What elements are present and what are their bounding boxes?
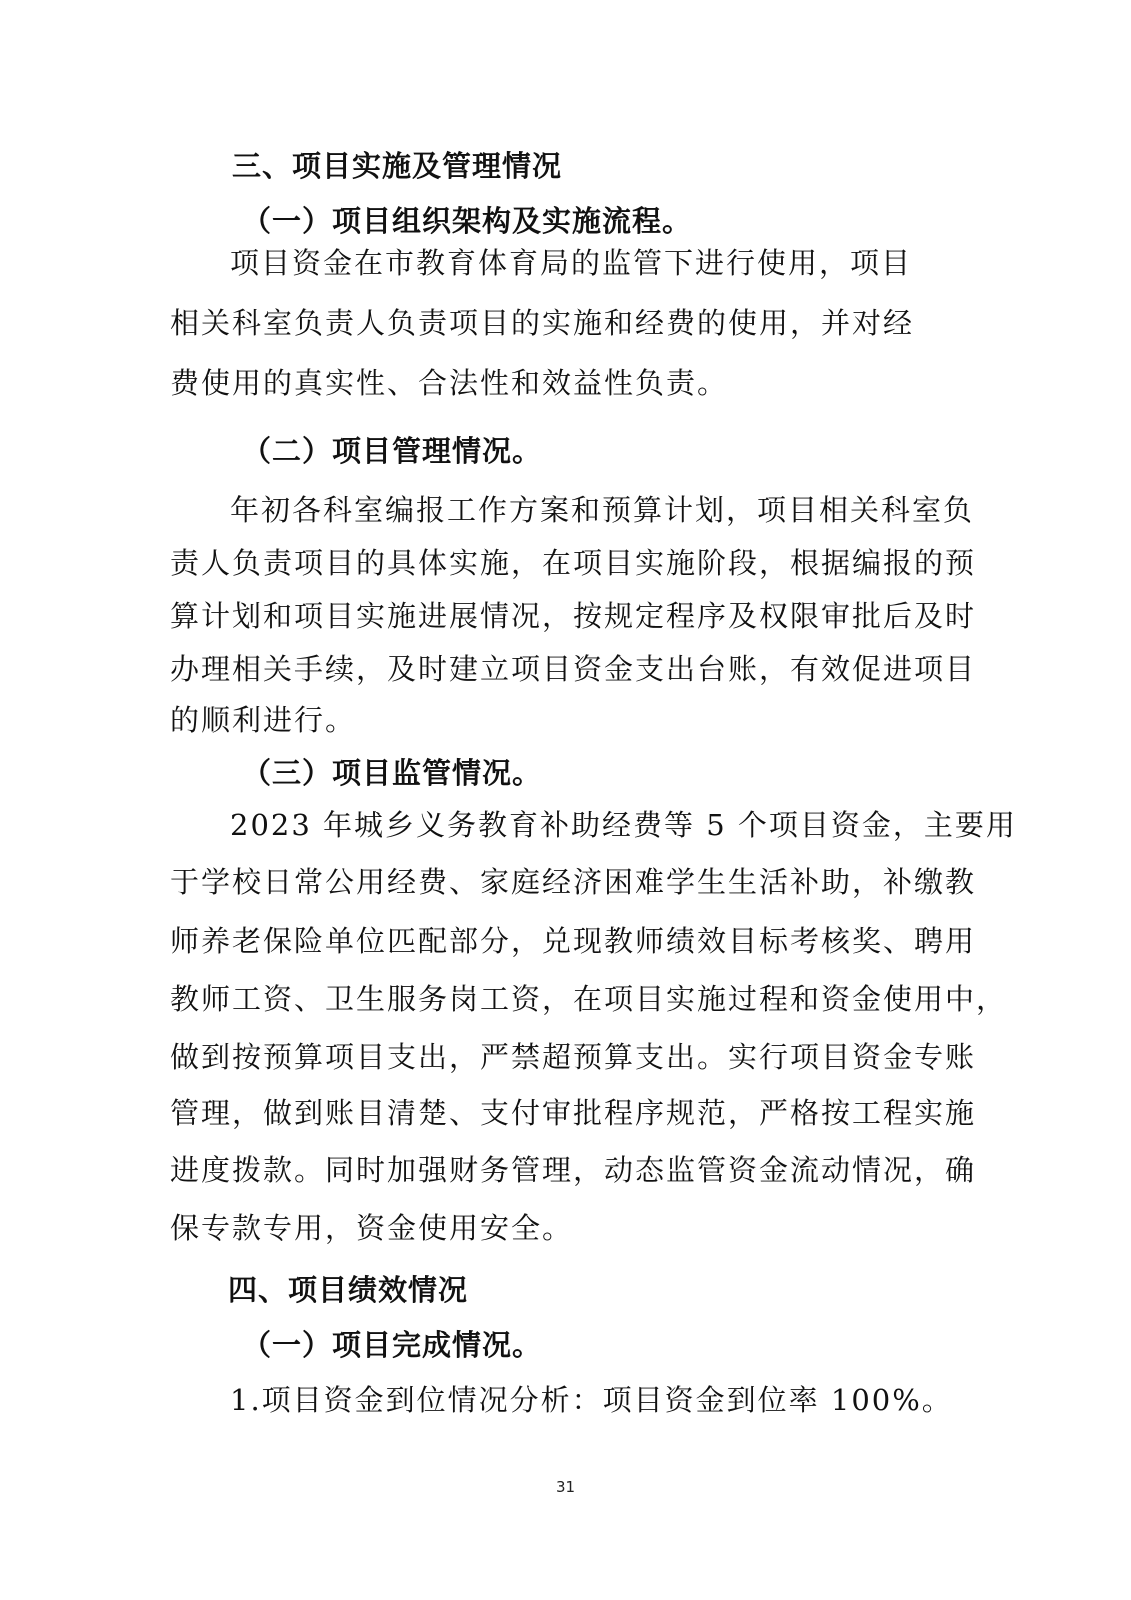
paragraph-line: 保专款专用，资金使用安全。: [170, 1211, 574, 1245]
paragraph-line: 责人负责项目的具体实施，在项目实施阶段，根据编报的预: [170, 546, 977, 580]
paragraph-line: 办理相关手续，及时建立项目资金支出台账，有效促进项目: [170, 652, 977, 686]
section-4-1-title: （一）项目完成情况。: [242, 1328, 543, 1362]
paragraph-line: 的顺利进行。: [170, 703, 357, 737]
paragraph-line: 进度拨款。同时加强财务管理，动态监管资金流动情况，确: [170, 1153, 977, 1187]
paragraph-line: 算计划和项目实施进展情况，按规定程序及权限审批后及时: [170, 599, 977, 633]
page-number: 31: [555, 1478, 576, 1496]
section-3-1-title: （一）项目组织架构及实施流程。: [242, 204, 693, 238]
paragraph-line: 项目资金在市教育体育局的监管下进行使用，项目: [230, 246, 913, 280]
paragraph-line: 于学校日常公用经费、家庭经济困难学生生活补助，补缴教: [170, 865, 977, 899]
paragraph-line: 年初各科室编报工作方案和预算计划，项目相关科室负: [230, 493, 975, 527]
paragraph-line: 做到按预算项目支出，严禁超预算支出。实行项目资金专账: [170, 1040, 977, 1074]
paragraph-line: 2023 年城乡义务教育补助经费等 5 个项目资金，主要用: [230, 808, 1017, 842]
paragraph-line: 1.项目资金到位情况分析：项目资金到位率 100%。: [230, 1383, 953, 1417]
paragraph-line: 管理，做到账目清楚、支付审批程序规范，严格按工程实施: [170, 1096, 977, 1130]
section-3-heading: 三、项目实施及管理情况: [232, 149, 563, 183]
paragraph-line: 教师工资、卫生服务岗工资，在项目实施过程和资金使用中，: [170, 982, 1008, 1016]
section-4-heading: 四、项目绩效情况: [228, 1273, 469, 1307]
section-3-2-title: （二）项目管理情况。: [242, 434, 543, 468]
paragraph-line: 师养老保险单位匹配部分，兑现教师绩效目标考核奖、聘用: [170, 924, 977, 958]
paragraph-line: 相关科室负责人负责项目的实施和经费的使用，并对经: [170, 306, 915, 340]
paragraph-line: 费使用的真实性、合法性和效益性负责。: [170, 366, 729, 400]
section-3-3-title: （三）项目监管情况。: [242, 756, 543, 790]
